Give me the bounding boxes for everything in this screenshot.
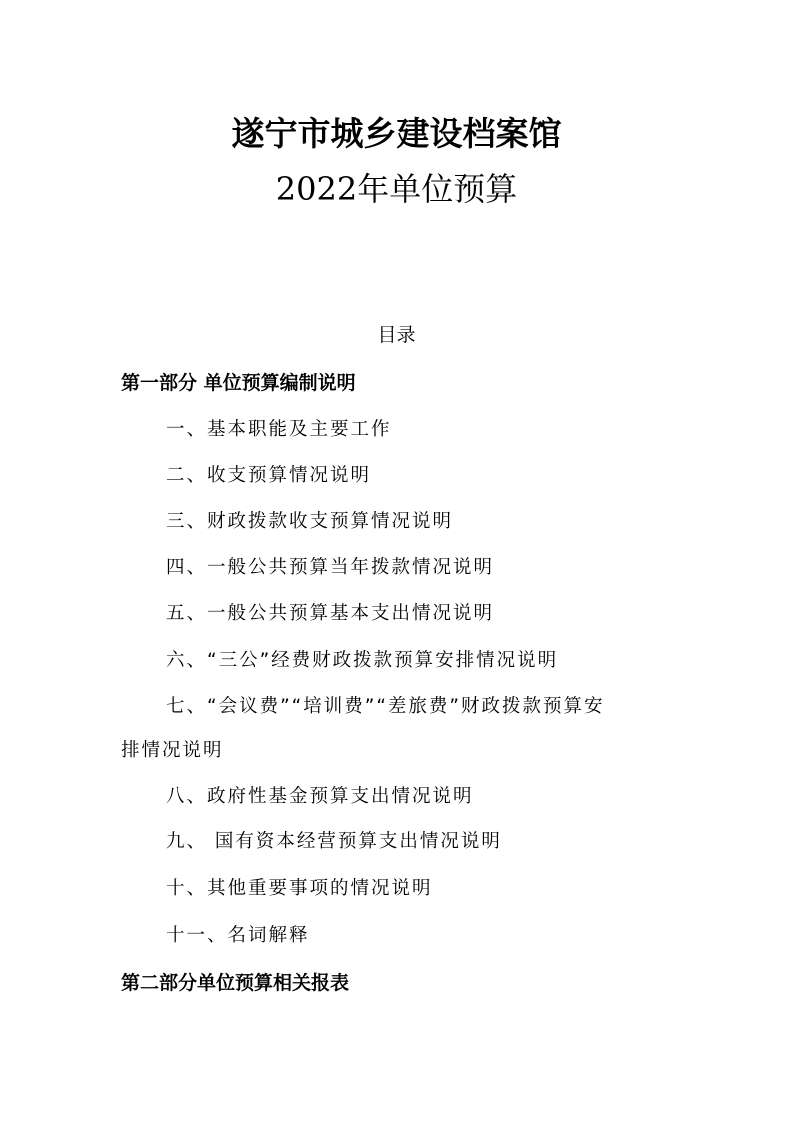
toc-item-continuation: 排情况说明: [121, 740, 224, 761]
document-title: 遂宁市城乡建设档案馆: [231, 114, 562, 153]
document-subtitle: 2022年单位预算: [275, 170, 518, 208]
toc-item: 一、基本职能及主要工作: [166, 419, 392, 440]
toc-item: 四、一般公共预算当年拨款情况说明: [166, 557, 495, 578]
toc-item: 九、 国有资本经营预算支出情况说明: [166, 831, 502, 852]
toc-item: 五、一般公共预算基本支出情况说明: [166, 603, 495, 624]
toc-item: 二、收支预算情况说明: [166, 465, 372, 486]
toc-item: 三、财政拨款收支预算情况说明: [166, 511, 454, 532]
toc-item: 十、其他重要事项的情况说明: [166, 878, 433, 899]
toc-item: 六、“三公”经费财政拨款预算安排情况说明: [166, 650, 559, 671]
toc-part-2: 第二部分单位预算相关报表: [121, 972, 350, 994]
toc-item: 七、“会议费”“培训费”“差旅费”财政拨款预算安: [166, 696, 605, 717]
toc-heading: 目录: [377, 324, 416, 346]
toc-item: 八、政府性基金预算支出情况说明: [166, 786, 474, 807]
toc-item: 十一、名词解释: [166, 925, 310, 946]
toc-part-1: 第一部分 单位预算编制说明: [121, 372, 356, 394]
